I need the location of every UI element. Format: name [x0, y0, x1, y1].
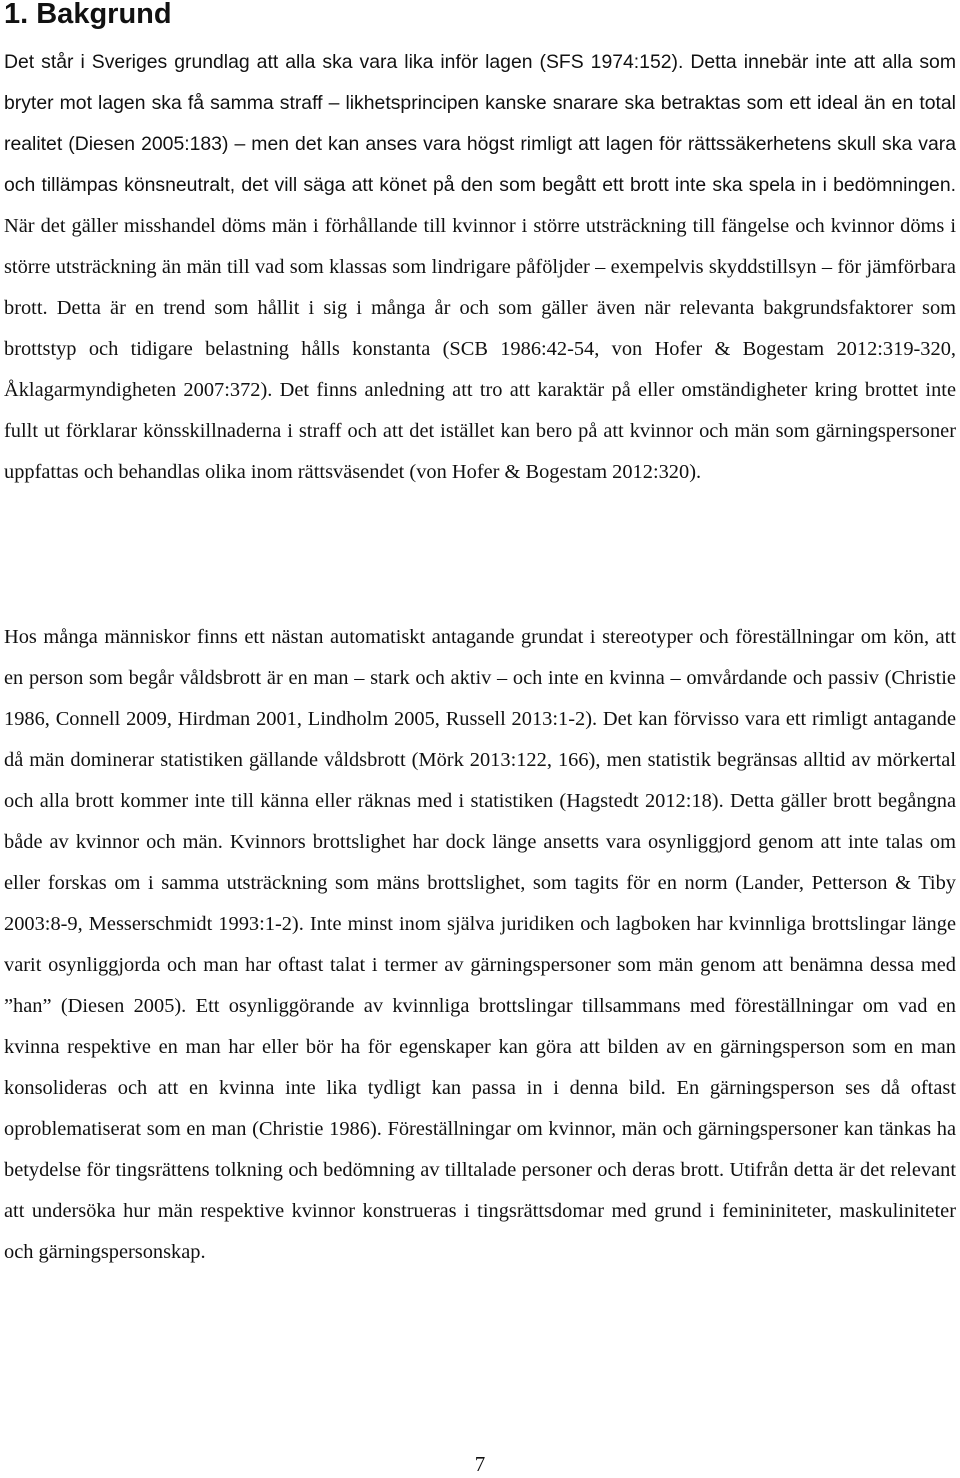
paragraph-1-sans-part: Det står i Sveriges grundlag att alla ska vara lika inför lagen (SFS 1974:152). Detta innebär inte att alla som bryter mot lagen ska få samma straff – likhetsprincipen kanske snarare ska betraktas som ett ideal än en total realitet (Diesen 2005:183) – men det kan anses vara högst rimligt att lagen för rättssäkerhetens skull ska vara och tillämpas könsneutralt, det vill säga att könet på den som begått ett brott inte ska spela in i bedömningen.	[4, 51, 956, 196]
paragraph-stereotypes: Hos många människor finns ett nästan automatiskt antagande grundat i stereotyper och föreställningar om kön, att en person som begår våldsbrott är en man – stark och aktiv – och inte en kvinna – omvårdande och passiv (Christie 1986, Connell 2009, Hirdman 2001, Lindholm 2005, Russell 2013:1-2). Det kan förvisso vara ett rimligt antagande då män dominerar statistiken gällande våldsbrott (Mörk 2013:122, 166), men statistik begränsas alltid av mörkertal och alla brott kommer inte till känna eller räknas med i statistiken (Hagstedt 2012:18). Detta gäller brott begångna både av kvinnor och män. Kvinnors brottslighet har dock länge ansetts vara osynliggjord genom att inte talas om eller forskas om i samma utsträckning som mäns brottslighet, som tagits för en norm (Lander, Petterson & Tiby 2003:8-9, Messerschmidt 1993:1-2). Inte minst inom själva juridiken och lagboken har kvinnliga brottslingar länge varit osynliggjorda och man har oftast talat i termer av gärningspersoner som män genom att benämna dessa med ”han” (Diesen 2005). Ett osynliggörande av kvinnliga brottslingar tillsammans med föreställningar om vad en kvinna respektive en man har eller bör ha för egenskaper kan göra att bilden av en gärningsperson som en man konsolideras och att en kvinna inte lika tydligt kan passa in i denna bild. En gärningsperson ses då oftast oproblematiserat som en man (Christie 1986). Föreställningar om kvinnor, män och gärningspersoner kan tänkas ha betydelse för tingsrättens tolkning och bedömning av tilltalade personer och deras brott. Utifrån detta är det relevant att undersöka hur män respektive kvinnor konstrueras i tingsrättsdomar med grund i femininiteter, maskuliniteter och gärningspersonskap.	[4, 626, 956, 1263]
page-number: 7	[474, 1452, 486, 1476]
section-heading: 1. Bakgrund	[4, 0, 172, 30]
paragraph-background-law	[4, 42, 956, 493]
paragraph-1-serif-part: När det gäller misshandel döms män i förhållande till kvinnor i större utsträckning till fängelse och kvinnor döms i större utsträckning än män till vad som klassas som lindrigare påföljder – exempelvis skyddstillsyn – för jämförbara brott. Detta är en trend som hållit i sig i många år och som gäller även när relevanta bakgrundsfaktorer som brottstyp och tidigare belastning hålls konstanta (SCB 1986:42-54, von Hofer & Bogestam 2012:319-320, Åklagarmyndigheten 2007:372). Det finns anledning att tro att karaktär på eller omständigheter kring brottet inte fullt ut förklarar könsskillnaderna i straff och att det istället kan bero på att kvinnor och män som gärningspersoner uppfattas och behandlas olika inom rättsväsendet (von Hofer & Bogestam 2012:320).	[4, 215, 956, 483]
